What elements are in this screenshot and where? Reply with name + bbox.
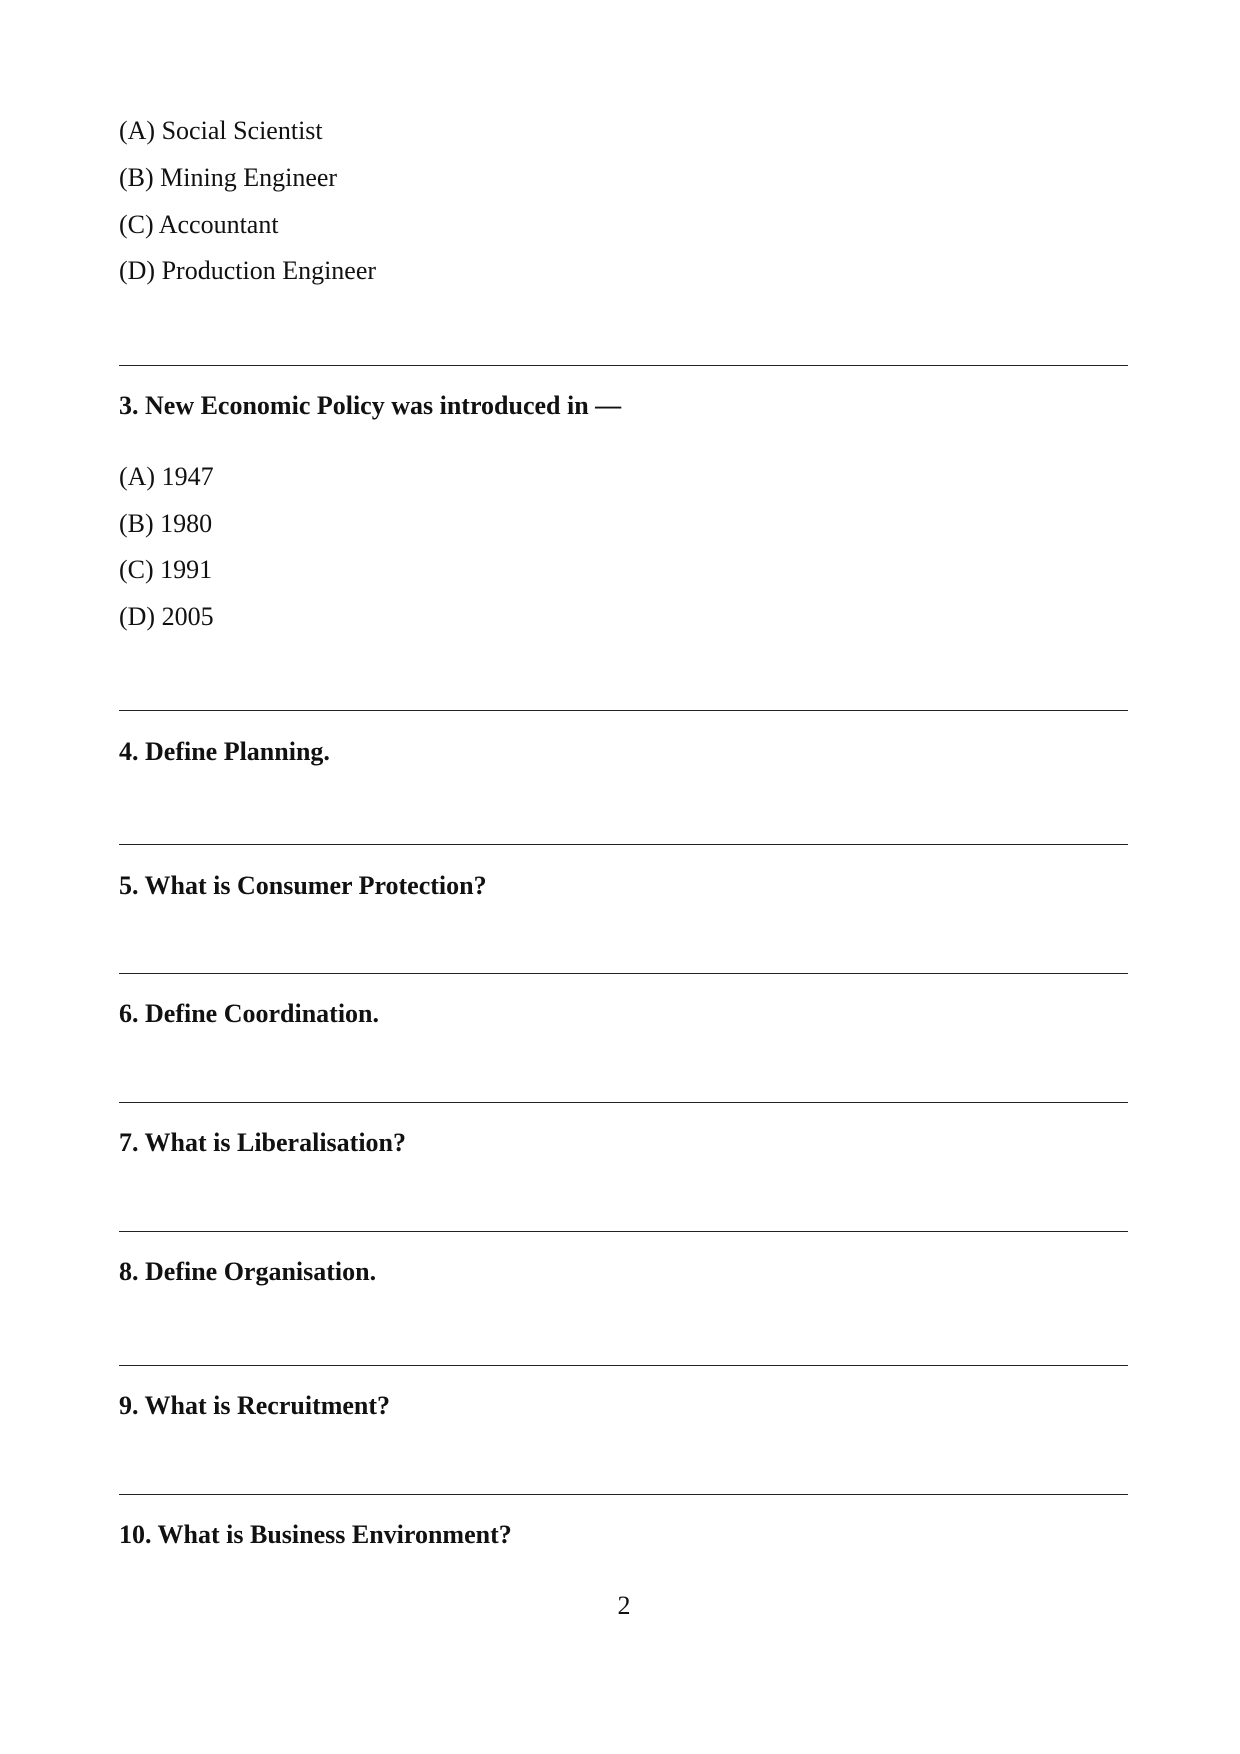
divider — [119, 1494, 1128, 1495]
question-5: 5. What is Consumer Protection? — [119, 871, 487, 900]
divider — [119, 844, 1128, 845]
divider — [119, 1231, 1128, 1232]
question-3: 3. New Economic Policy was introduced in — — [119, 391, 622, 420]
q2-option-c: (C) Accountant — [119, 210, 279, 239]
page-number: 2 — [617, 1591, 631, 1620]
q2-option-a: (A) Social Scientist — [119, 116, 323, 145]
q2-option-d: (D) Production Engineer — [119, 256, 377, 285]
q3-option-c: (C) 1991 — [119, 555, 213, 584]
question-8: 8. Define Organisation. — [119, 1257, 377, 1286]
divider — [119, 710, 1128, 711]
divider — [119, 365, 1128, 366]
divider — [119, 1365, 1128, 1366]
q3-option-a: (A) 1947 — [119, 462, 214, 491]
question-10: 10. What is Business Environment? — [119, 1520, 512, 1549]
divider — [119, 973, 1128, 974]
q3-option-b: (B) 1980 — [119, 509, 213, 538]
q3-option-d: (D) 2005 — [119, 602, 214, 631]
question-6: 6. Define Coordination. — [119, 999, 379, 1028]
q2-option-b: (B) Mining Engineer — [119, 163, 338, 192]
divider — [119, 1102, 1128, 1103]
question-7: 7. What is Liberalisation? — [119, 1128, 407, 1157]
question-9: 9. What is Recruitment? — [119, 1391, 391, 1420]
question-4: 4. Define Planning. — [119, 737, 330, 766]
